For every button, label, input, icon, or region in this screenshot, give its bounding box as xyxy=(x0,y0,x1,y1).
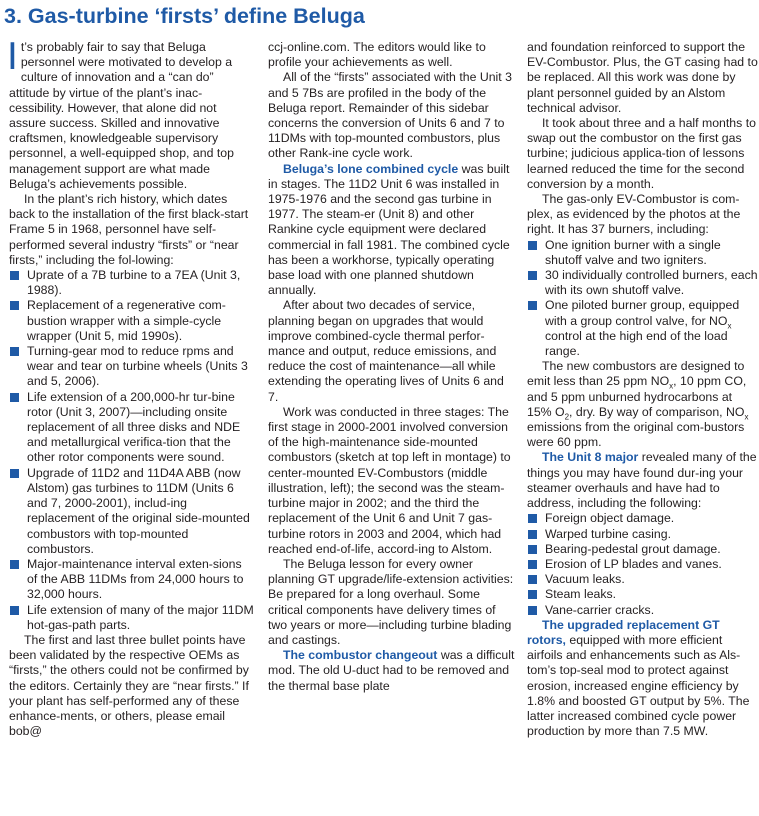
list-item: 30 individually controlled burners, each with its own shutoff valve. xyxy=(527,268,759,298)
list-item: One piloted burner group, equipped with a group control valve, for $NO_x$ control at the high end of the load range. xyxy=(527,298,759,359)
history-paragraph: In the plant’s rich history, which dates back to the installation of the first black-start Frame 5 in 1968, personnel have self-performed several industry “firsts” or “near firsts,” including the fol-lowing: xyxy=(9,192,249,267)
run-in-heading: The upgraded replacement GT rotors, xyxy=(527,617,720,647)
intro-paragraph: It’s probably fair to say that Beluga personnel were motivated to develop a culture of innovation and a “can do” attitude by virtue of the plant’s inac-cessibility. However, that alone did not assure success. Skilled and innovative craftsmen, knowledgeable supervisory personnel, a well-equipped shop, and top management support are what made Beluga’s achievements possible. xyxy=(7,35,234,191)
list-item: Major-maintenance interval exten-sions of the ABB 11DMs from 24,000 hours to 32,000 hours. xyxy=(9,557,255,603)
list-item: Turning-gear mod to reduce rpms and wear and tear on turbine wheels (Units 3 and 5, 2006). xyxy=(9,344,255,390)
list-item: Foreign object damage. xyxy=(527,511,759,526)
unit8-paragraph: The Unit 8 major revealed many of the things you may have found dur-ing your steamer overhauls and have had to address, including the following: xyxy=(527,450,757,511)
list-item: Bearing-pedestal grout damage. xyxy=(527,542,759,557)
email-continuation: ccj-online.com. The editors would like to profile your achievements as well. xyxy=(268,40,486,70)
list-item: Vane-carrier cracks. xyxy=(527,603,759,618)
column-3 xyxy=(527,40,759,739)
list-item: Upgrade of 11D2 and 11D4A ABB (now Alstom) gas turbines to 11DM (Units 6 and 7, 2000-2001), includ-ing replacement of the original side-mounted combustors with top-mounted combustors. xyxy=(9,466,255,557)
steamer-issues-list xyxy=(527,511,759,617)
run-in-heading: The Unit 8 major xyxy=(542,450,639,465)
list-item: Erosion of LP blades and vanes. xyxy=(527,557,759,572)
page-title: 3. Gas-turbine ‘firsts’ define Beluga xyxy=(4,4,365,28)
validation-paragraph: The first and last three bullet points have been validated by the respective OEMs as “firsts,” the others could not be confirmed by the editors. Certainly they are “near firsts.” If your plant has self-performed any of these enhance-ments, or others, please email bob@ xyxy=(9,632,249,739)
stages-paragraph: Work was conducted in three stages: The first stage in 2000-2001 involved conversion of the high-maintenance side-mounted combustors (sketch at top left in montage) to center-mounted EV-Combustors (middle illustration, left); the second was the steam-turbine major in 2002; and the third the replacement of the Unit 6 and Unit 7 gas-turbine rotors in 2003 and 2004, which had reached end-of-life, accord-ing to Alstom. xyxy=(268,404,511,556)
list-item: One ignition burner with a single shutoff valve and two igniters. xyxy=(527,238,759,268)
column-2 xyxy=(268,40,516,694)
list-item: Steam leaks. xyxy=(527,587,759,602)
rotors-paragraph: The upgraded replacement GT rotors, equipped with more efficient airfoils and enhancements such as Als-tom’s top-seal mod to protect against erosion, increased engine efficiency by 1.8% and boosted GT output by 5%. The latter increased combined cycle power production by more than 7.5 MW. xyxy=(527,617,750,739)
run-in-heading: The combustor changeout xyxy=(283,648,438,663)
firsts-profile-paragraph: All of the “firsts” associated with the Unit 3 and 5 7Bs are profiled in the body of the Beluga report. Remainder of this sidebar concerns the conversion of Units 6 and 7 to 11DMs with top-mounted combustors, plus other Rank-ine cycle work. xyxy=(268,70,512,161)
lesson-paragraph: The Beluga lesson for every owner planning GT upgrade/life-extension activities: Be prepared for a long overhaul. Some critical components have delivery times of two years or more—including turbine blading and castings. xyxy=(268,556,514,647)
list-item: Replacement of a regenerative com-bustion wrapper with a simple-cycle wrapper (Unit 5, mid 1990s). xyxy=(9,298,255,344)
foundation-paragraph: and foundation reinforced to support the EV-Combustor. Plus, the GT casing had to be replaced. All this work was done by plant personnel guided by an Alstom technical advisor. xyxy=(527,40,758,115)
ev-combustor-paragraph: The gas-only EV-Combustor is com-plex, as evidenced by the photos at the right. It has 37 burners, including: xyxy=(527,192,741,237)
emissions-paragraph: The new combustors are designed to emit less than 25 ppm $NO_x$, 10 ppm CO, and 5 ppm unburned hydrocarbons at 15% $O_2$, dry. By way of comparison, $NO_x$ emissions from the original com-bustors were 60 ppm. xyxy=(527,359,749,450)
burners-list xyxy=(527,238,759,360)
list-item: Life extension of many of the major 11DM hot-gas-path parts. xyxy=(9,603,255,633)
combined-cycle-paragraph: Beluga’s lone combined cycle was built in stages. The 11D2 Unit 6 was installed in 1975-1976 and the second gas turbine in 1977. The steam-er (Unit 8) and other Rankine cycle equipment were declared commercial in fall 1981. The combined cycle has been a workhorse, typically operating base load with one planned shutdown annually. xyxy=(268,161,510,298)
column-1 xyxy=(7,35,255,739)
swap-time-paragraph: It took about three and a half months to swap out the combustor on the first gas turbine; judicious applica-tion of lessons learned reduced the time for the second conversion by a month. xyxy=(527,116,756,191)
firsts-list xyxy=(9,268,255,633)
list-item: Vacuum leaks. xyxy=(527,572,759,587)
combustor-paragraph: The combustor changeout was a difficult mod. The old U-duct had to be removed and the thermal base plate xyxy=(268,648,515,693)
run-in-heading: Beluga’s lone combined cycle xyxy=(283,161,459,176)
drop-cap: I xyxy=(7,35,18,78)
list-item: Warped turbine casing. xyxy=(527,527,759,542)
list-item: Uprate of a 7B turbine to a 7EA (Unit 3, 1988). xyxy=(9,268,255,298)
list-item: Life extension of a 200,000-hr tur-bine rotor (Unit 3, 2007)—including onsite replacement of all three disks and NDE and metallurgical verifica-tion that the other rotor components were sound. xyxy=(9,390,255,466)
upgrade-planning-paragraph: After about two decades of service, planning began on upgrades that would improve combined-cycle thermal perfor-mance and output, reduce emissions, and reduce the cost of maintenance—all while extending the operating lives of Units 6 and 7. xyxy=(268,298,504,404)
